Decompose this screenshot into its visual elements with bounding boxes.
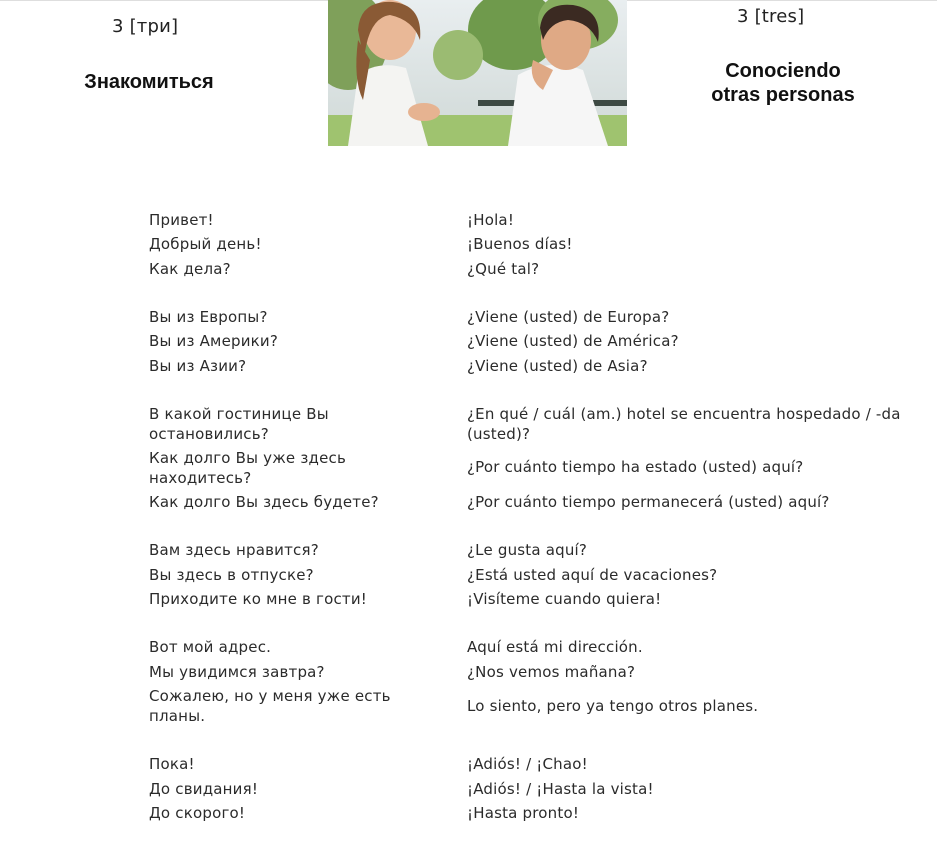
phrase-es: ¿Le gusta aquí? — [467, 541, 588, 559]
lesson-photo — [328, 0, 627, 146]
phrase-ru: Вот мой адрес. — [149, 638, 272, 656]
phrase-ru: Сожалею, но у меня уже есть планы. — [149, 687, 391, 725]
phrase-ru: Пока! — [149, 755, 195, 773]
phrase-es: ¡Adiós! / ¡Chao! — [467, 755, 588, 773]
phrase-ru: До свидания! — [149, 780, 259, 798]
phrase-es: ¡Visíteme cuando quiera! — [467, 590, 662, 608]
phrase-es: ¿En qué / cuál (am.) hotel se encuentra hospedado / -da (usted)? — [467, 405, 901, 443]
phrase-ru: Как дела? — [149, 260, 231, 278]
phrase-es: ¡Buenos días! — [467, 235, 573, 253]
phrase-es: ¿Por cuánto tiempo ha estado (usted) aquí? — [467, 458, 804, 476]
phrase-es: ¡Hola! — [467, 211, 515, 229]
phrase-es: ¿Nos vemos mañana? — [467, 663, 636, 681]
phrase-ru: Мы увидимся завтра? — [149, 663, 325, 681]
phrase-ru: В какой гостинице Вы остановились? — [149, 405, 329, 443]
phrase-ru: Как долго Вы здесь будете? — [149, 493, 379, 511]
lesson-number-es: 3 [tres] — [737, 6, 805, 27]
phrase-ru: Вам здесь нравится? — [149, 541, 319, 559]
phrase-es: ¡Adiós! / ¡Hasta la vista! — [467, 780, 654, 798]
lesson-title-es — [678, 59, 888, 107]
phrase-es: ¿Qué tal? — [467, 260, 540, 278]
phrase-es: ¿Viene (usted) de América? — [467, 332, 679, 350]
phrase-ru: Вы из Азии? — [149, 357, 247, 375]
phrase-es: ¿Por cuánto tiempo permanecerá (usted) aquí? — [467, 493, 830, 511]
phrase-ru: Как долго Вы уже здесь находитесь? — [149, 449, 346, 487]
phrase-es: ¿Viene (usted) de Europa? — [467, 308, 670, 326]
phrase-ru: Привет! — [149, 211, 214, 229]
phrase-es: ¿Está usted aquí de vacaciones? — [467, 566, 718, 584]
lesson-number-ru: 3 [три] — [112, 16, 179, 37]
lesson-title-es-line2: otras personas — [711, 84, 855, 106]
phrase-ru: Вы здесь в отпуске? — [149, 566, 314, 584]
phrase-es: Lo siento, pero ya tengo otros planes. — [467, 697, 759, 715]
phrase-ru: Вы из Европы? — [149, 308, 268, 326]
lesson-title-es-line1: Conociendo — [725, 60, 841, 82]
phrase-ru: До скорого! — [149, 804, 246, 822]
phrase-es: ¡Hasta pronto! — [467, 804, 580, 822]
phrase-ru: Добрый день! — [149, 235, 262, 253]
phrase-es: ¿Viene (usted) de Asia? — [467, 357, 648, 375]
lesson-title-ru: Знакомиться — [84, 71, 214, 93]
phrase-ru: Вы из Америки? — [149, 332, 279, 350]
phrase-ru: Приходите ко мне в гости! — [149, 590, 367, 608]
phrase-es: Aquí está mi dirección. — [467, 638, 643, 656]
